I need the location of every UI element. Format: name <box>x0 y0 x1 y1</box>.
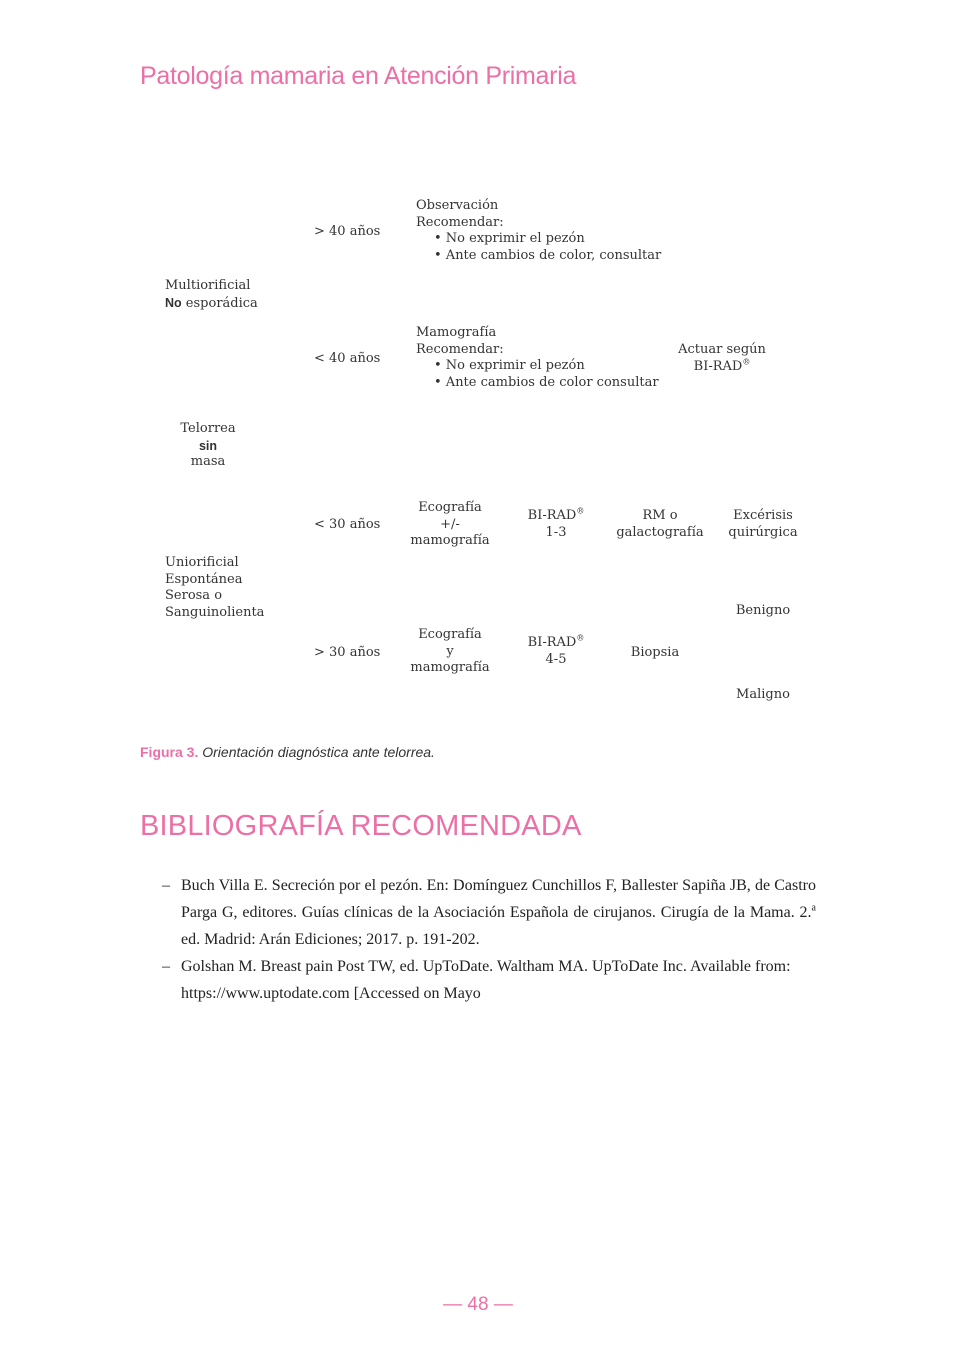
multi-bold: No <box>165 295 182 310</box>
lt30-next2: galactografía <box>616 524 704 540</box>
running-header: Patología mamaria en Atención Primaria <box>140 62 577 90</box>
node-ecografia-mamografia <box>400 500 500 550</box>
reference-item <box>162 953 816 1007</box>
uni-line1: Uniorificial <box>165 555 239 570</box>
node-ecografia-y-mamografia <box>400 627 500 677</box>
gt30-birad-text: BI-RAD <box>527 635 577 650</box>
uni-line3: Serosa o <box>165 588 223 603</box>
gt30-birad-range: 4-5 <box>545 651 567 667</box>
figure-caption <box>140 744 435 760</box>
gt30-test2: y <box>446 643 454 659</box>
bibliography-list <box>162 872 816 1007</box>
node-rm-galactografia <box>610 508 710 541</box>
node-age-gt40: > 40 años <box>314 224 381 239</box>
uni-line2: Espontánea <box>165 571 243 587</box>
lt30-final1: Excérisis <box>733 508 793 523</box>
lt30-test3: mamografía <box>410 533 490 548</box>
lt30-birad-text: BI-RAD <box>527 508 577 523</box>
ref1-sup: a <box>811 902 816 914</box>
lt40-bullet2: • Ante cambios de color consultar <box>434 374 659 390</box>
lt30-test1: Ecografía <box>418 500 482 515</box>
lt30-next1: RM o <box>642 508 678 523</box>
multi-rest: esporádica <box>181 295 258 311</box>
action-birad: BI-RAD <box>693 358 743 374</box>
gt30-test1: Ecografía <box>418 627 482 642</box>
lt30-birad-range: 1-3 <box>545 524 567 540</box>
node-age-lt40: < 40 años <box>314 351 381 366</box>
gt40-bullet2: • Ante cambios de color, consultar <box>434 247 662 263</box>
node-age-gt30: > 30 años <box>314 645 381 660</box>
gt40-bullet1: • No exprimir el pezón <box>434 231 585 246</box>
lt40-bullet1: • No exprimir el pezón <box>434 358 585 373</box>
node-birad-4-5 <box>516 635 596 668</box>
caption-label: Figura 3. <box>140 744 199 760</box>
page-number: — 48 — <box>443 1294 513 1315</box>
action-line2 <box>672 359 772 376</box>
multi-line1: Multiorificial <box>165 278 251 293</box>
ref1-text-end: ed. Madrid: Arán Ediciones; 2017. p. 191-202. <box>181 931 480 948</box>
lt30-test2: +/- <box>440 516 460 532</box>
root-line2: sin <box>198 438 218 453</box>
ref1-text: Buch Villa E. Secreción por el pezón. En: Domínguez Cunchillos F, Ballester Sapiña JB, de Castro Parga G, editores. Guías clínicas de la Asociación Española de cirujanos. Cirugía de la Mama. 2. <box>181 877 816 921</box>
bibliography-heading: BIBLIOGRAFÍA RECOMENDADA <box>140 810 582 842</box>
gt30-birad-sup: ® <box>576 633 585 643</box>
root-line1: Telorrea <box>180 421 236 436</box>
ref2-dash: – <box>162 958 170 975</box>
node-birad-1-3 <box>516 508 596 541</box>
gt40-line1: Observación <box>416 198 499 213</box>
gt40-line2: Recomendar: <box>416 214 504 230</box>
action-sup: ® <box>742 357 751 367</box>
multi-line2 <box>165 295 258 313</box>
uni-line4: Sanguinolienta <box>165 604 265 620</box>
node-maligno: Maligno <box>736 687 790 702</box>
gt30-birad <box>516 635 596 652</box>
caption-text: Orientación diagnóstica ante telorrea. <box>198 744 435 760</box>
node-benigno: Benigno <box>735 603 791 618</box>
node-age-lt30: < 30 años <box>314 517 381 532</box>
action-line1: Actuar según <box>678 342 766 357</box>
reference-item <box>162 872 816 953</box>
node-multiorificial <box>165 278 258 312</box>
node-mamografia <box>416 325 659 391</box>
ref2-text: Golshan M. Breast pain Post TW, ed. UpToDate. Waltham MA. UpToDate Inc. Available from: https://www.uptodate.com [Accessed on Mayo <box>181 958 791 1002</box>
root-line3: masa <box>190 454 226 469</box>
gt30-test3: mamografía <box>410 660 490 675</box>
node-excerisis-quirurgica <box>718 508 808 541</box>
node-actuar-segun-birad <box>672 342 772 375</box>
lt40-line2: Recomendar: <box>416 341 504 357</box>
lt30-birad <box>516 508 596 525</box>
node-telorrea-sin-masa <box>166 421 250 471</box>
node-uniorificial <box>165 555 264 621</box>
lt40-line1: Mamografía <box>416 325 497 340</box>
lt30-birad-sup: ® <box>576 506 585 516</box>
ref1-dash: – <box>162 877 170 894</box>
node-observacion <box>416 198 661 264</box>
node-biopsia: Biopsia <box>630 645 680 660</box>
lt30-final2: quirúrgica <box>728 524 798 540</box>
